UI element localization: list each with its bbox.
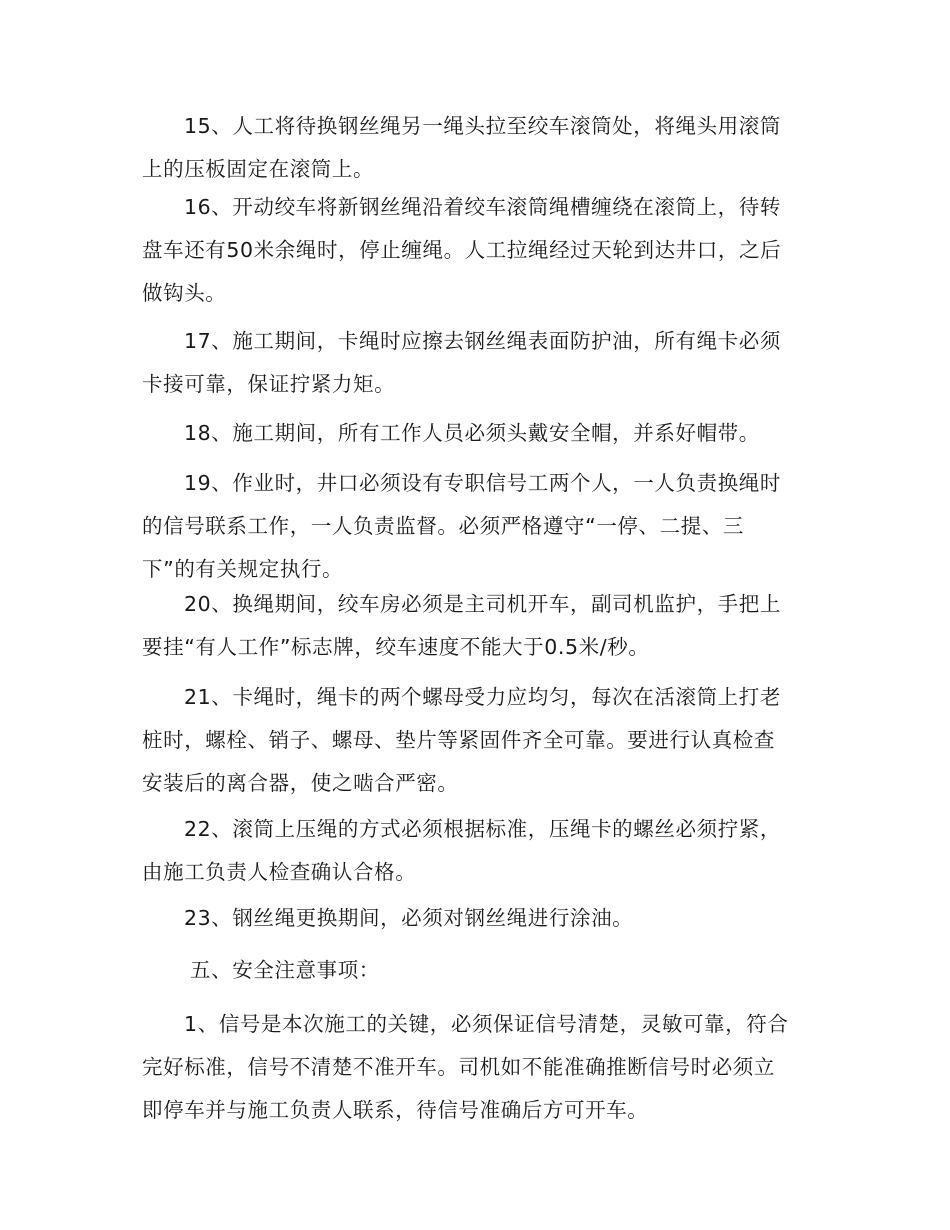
section-heading-safety xyxy=(142,949,808,992)
paragraph-15 xyxy=(142,105,808,191)
text-line: 17、施工期间，卡绳时应擦去钢丝绳表面防护油，所有绳卡必须 xyxy=(184,329,781,353)
text-line: 做钩头。 xyxy=(142,281,227,305)
text-line: 22、滚筒上压绳的方式必须根据标准，压绳卡的螺丝必须拧紧， xyxy=(184,817,781,841)
paragraph-16 xyxy=(142,186,808,315)
paragraph-23 xyxy=(142,897,808,940)
text-line: 由施工负责人检查确认合格。 xyxy=(142,860,417,884)
text-line: 完好标准，信号不清楚不准开车。司机如不能准确推断信号时必须立 xyxy=(142,1055,775,1079)
text-line: 21、卡绳时，绳卡的两个螺母受力应均匀，每次在活滚筒上打老 xyxy=(184,685,781,709)
paragraph-safety-1 xyxy=(142,1003,808,1132)
text-line: 盘车还有50米余绳时，停止缠绳。人工拉绳经过天轮到达井口，之后 xyxy=(142,238,782,262)
text-line: 15、人工将待换钢丝绳另一绳头拉至绞车滚筒处，将绳头用滚筒 xyxy=(184,114,781,138)
text-line: 19、作业时，井口必须设有专职信号工两个人，一人负责换绳时 xyxy=(184,471,781,495)
text-line: 下”的有关规定执行。 xyxy=(142,557,344,581)
text-line: 20、换绳期间，绞车房必须是主司机开车，副司机监护，手把上 xyxy=(184,592,781,616)
section-heading: 五、安全注意事项： xyxy=(190,958,380,982)
paragraph-22 xyxy=(142,808,808,894)
text-line: 16、开动绞车将新钢丝绳沿着绞车滚筒绳槽缠绕在滚筒上，待转 xyxy=(184,195,781,219)
paragraph-21 xyxy=(142,676,808,805)
paragraph-18 xyxy=(142,412,808,455)
text-line: 18、施工期间，所有工作人员必须头戴安全帽，并系好帽带。 xyxy=(184,421,760,445)
text-line: 卡接可靠，保证拧紧力矩。 xyxy=(142,372,396,396)
text-line: 1、信号是本次施工的关键，必须保证信号清楚，灵敏可靠，符合 xyxy=(184,1012,789,1036)
text-line: 安装后的离合器，使之啮合严密。 xyxy=(142,771,459,795)
text-line: 23、钢丝绳更换期间，必须对钢丝绳进行涂油。 xyxy=(184,906,634,930)
text-line: 即停车并与施工负责人联系，待信号准确后方可开车。 xyxy=(142,1098,649,1122)
text-line: 上的压板固定在滚筒上。 xyxy=(142,157,375,181)
paragraph-17 xyxy=(142,320,808,406)
paragraph-19 xyxy=(142,462,808,591)
text-line: 的信号联系工作，一人负责监督。必须严格遵守“一停、二提、三 xyxy=(142,514,745,538)
paragraph-20 xyxy=(142,583,808,669)
text-line: 要挂“有人工作”标志牌，绞车速度不能大于0.5米/秒。 xyxy=(142,635,650,659)
text-line: 桩时，螺栓、销子、螺母、垫片等紧固件齐全可靠。要进行认真检查 xyxy=(142,728,775,752)
